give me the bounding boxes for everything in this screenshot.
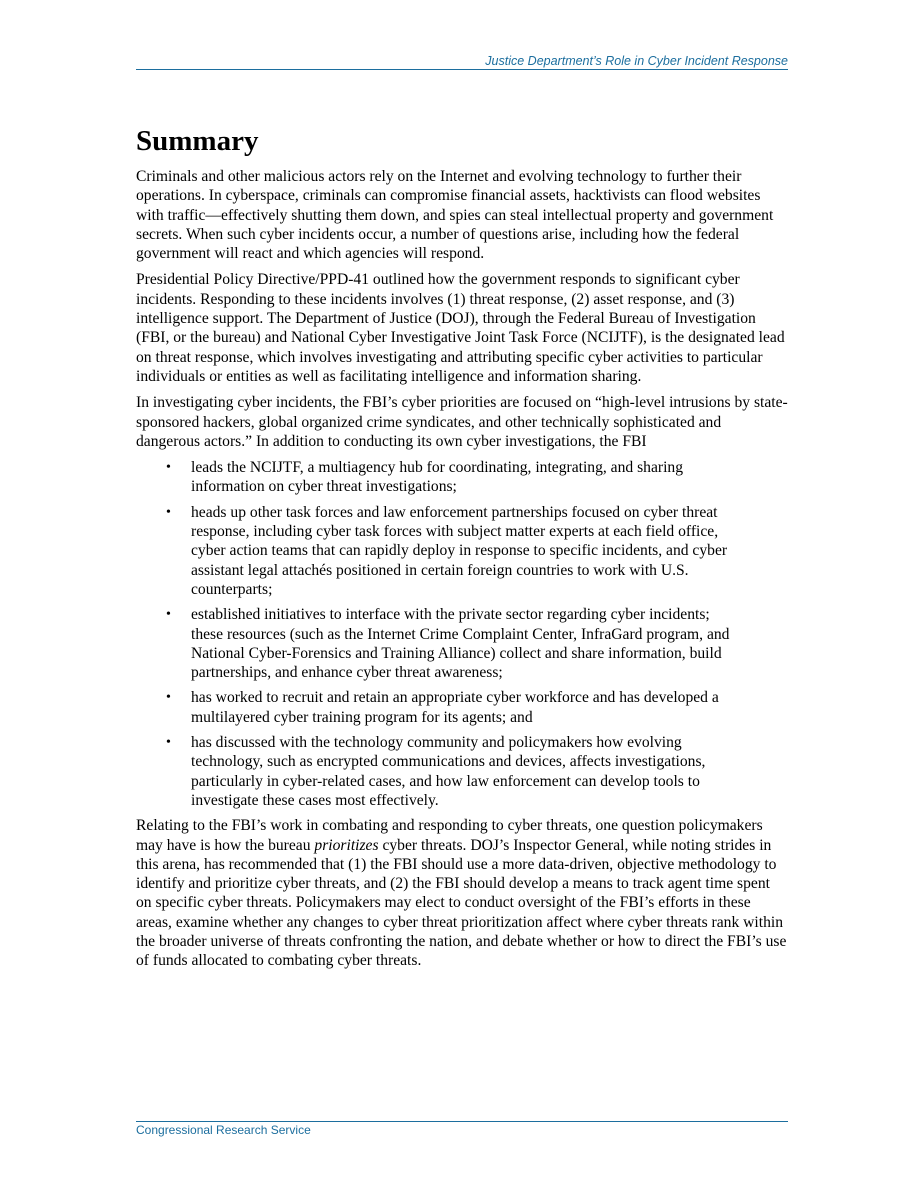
paragraph-fbi-priorities: In investigating cyber incidents, the FBI’s cyber priorities are focused on “high-level intrusions by state-sponsored hackers, global organized crime syndicates, and other technically sophisticated and dangerous actors.” In addition to conducting its own cyber investigations, the FBI xyxy=(136,394,788,450)
bullet-icon: • xyxy=(166,504,171,520)
summary-section xyxy=(136,122,788,978)
paragraph-ppd41: Presidential Policy Directive/PPD-41 outlined how the government responds to significant cyber incidents. Responding to these incidents involves (1) threat response, (2) asset response, and (3) intelligence support. The Department of Justice (DOJ), through the Federal Bureau of Investigation (FBI, or the bureau) and National Cyber Investigative Joint Task Force (NCIJTF), is the designated lead on threat response, which involves investigating and attributing specific cyber activities to particular individuals or entities as well as facilitating intelligence and information sharing. xyxy=(136,271,785,385)
bullet-icon: • xyxy=(166,735,171,751)
fbi-activities-list xyxy=(136,458,788,810)
list-item xyxy=(136,733,733,810)
footer-publisher: Congressional Research Service xyxy=(136,1123,311,1137)
section-heading: Summary xyxy=(136,125,259,157)
paragraph-intro: Criminals and other malicious actors rely on the Internet and evolving technology to further their operations. In cyberspace, criminals can compromise financial assets, hacktivists can flood websites with traffic—effectively shutting them down, and spies can steal intellectual property and government secrets. When such cyber incidents occur, a number of questions arise, including how the federal government will react and which agencies will respond. xyxy=(136,168,774,263)
header-rule xyxy=(136,69,788,70)
footer-rule xyxy=(136,1121,788,1122)
list-item-text: heads up other task forces and law enforcement partnerships focused on cyber threat response, including cyber task forces with subject matter experts at each field office, cyber action teams that can rapidly deploy in response to specific incidents, and cyber assistant legal attachés positioned in certain foreign countries to work with U.S. counterparts; xyxy=(191,503,728,598)
prioritization-text-end: cyber threats. DOJ’s Inspector General, while noting strides in this arena, has recommended that (1) the FBI should use a more data-driven, objective methodology to identify and prioritize cyber threats, and (2) the FBI should develop a means to track agent time spent on specific cyber threats. Policymakers may elect to conduct oversight of the FBI’s efforts in these areas, examine whether any changes to cyber threat prioritization affect where cyber threats rank within the broader universe of threats confronting the nation, and debate whether or how to direct the FBI’s use of funds allocated to combating cyber threats. xyxy=(136,836,787,970)
list-item xyxy=(136,458,733,497)
bullet-icon: • xyxy=(166,460,171,476)
paragraph-prioritization xyxy=(136,816,787,970)
list-item xyxy=(136,688,733,727)
list-item-text: established initiatives to interface with the private sector regarding cyber incidents; these resources (such as the Internet Crime Complaint Center, InfraGard program, and National Cyber-Forensics and Training Alliance) collect and share information, build partnerships, and enhance cyber threat awareness; xyxy=(191,606,730,682)
list-item xyxy=(136,605,733,682)
list-item-text: leads the NCIJTF, a multiagency hub for coordinating, integrating, and sharing information on cyber threat investigations; xyxy=(191,459,684,496)
prioritizes-emphasis: prioritizes xyxy=(314,836,379,854)
list-item xyxy=(136,503,733,599)
list-item-text: has discussed with the technology community and policymakers how evolving technology, such as encrypted communications and devices, affects investigations, particularly in cyber-related cases, and how law enforcement can develop tools to investigate these cases most effectively. xyxy=(191,734,706,809)
prioritization-text-start: Relating to the FBI’s work in combating and responding to cyber threats, one question policymakers may have is how the bureau xyxy=(136,817,763,854)
bullet-icon: • xyxy=(166,690,171,706)
running-header: Justice Department’s Role in Cyber Incident Response xyxy=(485,54,788,68)
list-item-text: has worked to recruit and retain an appropriate cyber workforce and has developed a multilayered cyber training program for its agents; and xyxy=(191,689,719,726)
bullet-icon: • xyxy=(166,607,171,623)
